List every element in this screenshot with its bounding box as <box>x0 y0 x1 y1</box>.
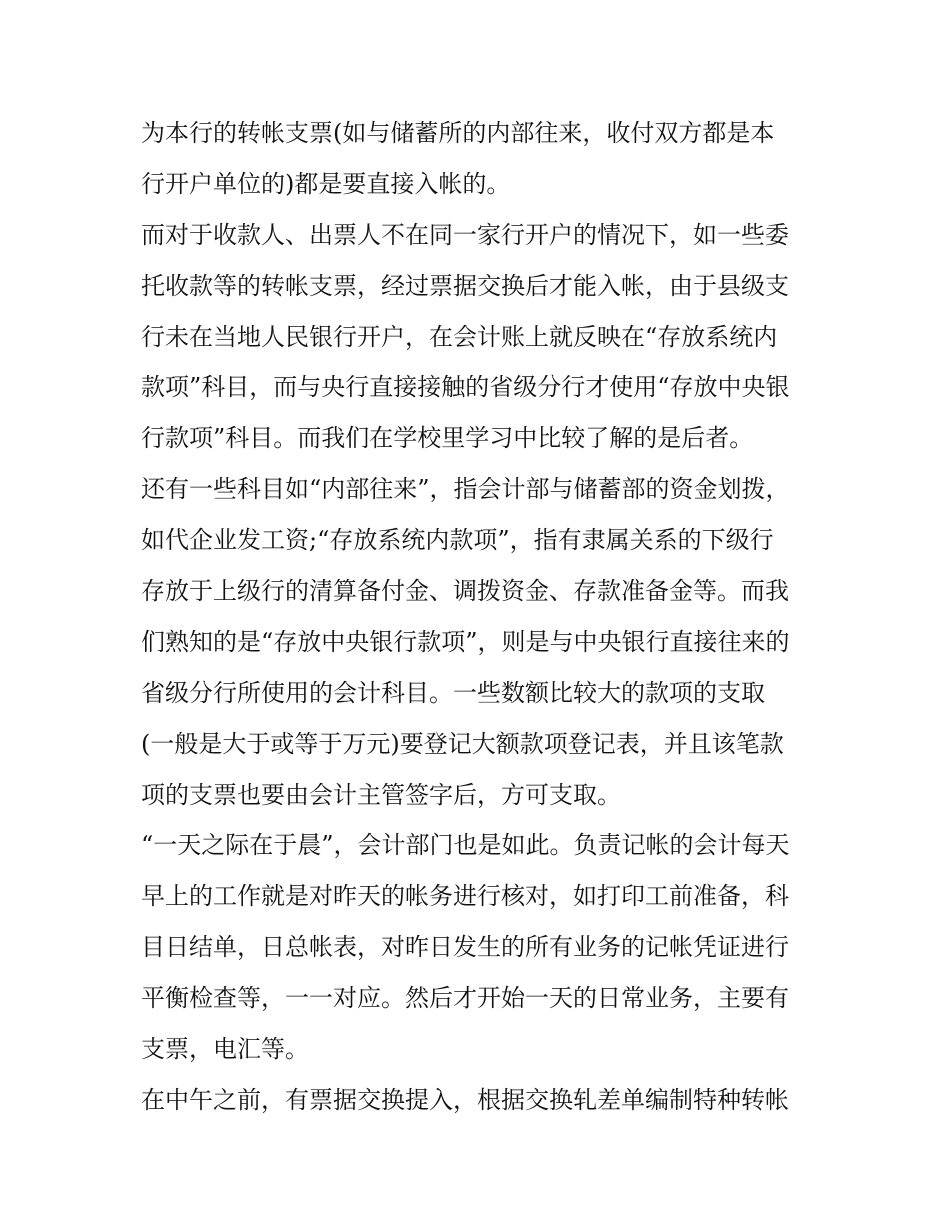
text-line: 平衡检查等，一一对应。然后才开始一天的日常业务，主要有 <box>141 984 789 1013</box>
text-line: 行款项”科目。而我们在学校里学习中比较了解的是后者。 <box>141 424 754 453</box>
text-line: 如代企业发工资;“存放系统内款项”，指有隶属关系的下级行 <box>141 526 774 555</box>
text-line: “一天之际在于晨”，会计部门也是如此。负责记帐的会计每天 <box>141 831 790 860</box>
text-line: 省级分行所使用的会计科目。一些数额比较大的款项的支取 <box>141 678 765 707</box>
text-line: 早上的工作就是对昨天的帐务进行核对，如打印工前准备，科 <box>141 882 789 911</box>
text-line: 们熟知的是“存放中央银行款项”，则是与中央银行直接往来的 <box>141 627 790 656</box>
text-line: 目日结单，日总帐表，对昨日发生的所有业务的记帐凭证进行 <box>141 933 789 962</box>
text-line: 行未在当地人民银行开户，在会计账上就反映在“存放系统内 <box>141 322 778 351</box>
text-line: 托收款等的转帐支票，经过票据交换后才能入帐，由于县级支 <box>141 271 789 300</box>
text-line: 项的支票也要由会计主管签字后，方可支取。 <box>141 780 621 809</box>
text-line: 而对于收款人、出票人不在同一家行开户的情况下，如一些委 <box>141 220 789 249</box>
text-line: 支票，电汇等。 <box>141 1035 309 1064</box>
text-line: (一般是大于或等于万元)要登记大额款项登记表，并且该笔款 <box>141 729 784 758</box>
text-line: 在中午之前，有票据交换提入，根据交换轧差单编制特种转帐 <box>141 1085 789 1114</box>
text-line: 款项”科目，而与央行直接接触的省级分行才使用“存放中央银 <box>141 373 790 402</box>
text-line: 还有一些科目如“内部往来”，指会计部与储蓄部的资金划拨， <box>141 475 790 504</box>
text-line: 存放于上级行的清算备付金、调拨资金、存款准备金等。而我 <box>141 577 789 606</box>
text-line: 行开户单位的)都是要直接入帐的。 <box>141 169 511 198</box>
body-text <box>141 108 821 1126</box>
text-line: 为本行的转帐支票(如与储蓄所的内部往来，收付双方都是本 <box>141 119 775 147</box>
